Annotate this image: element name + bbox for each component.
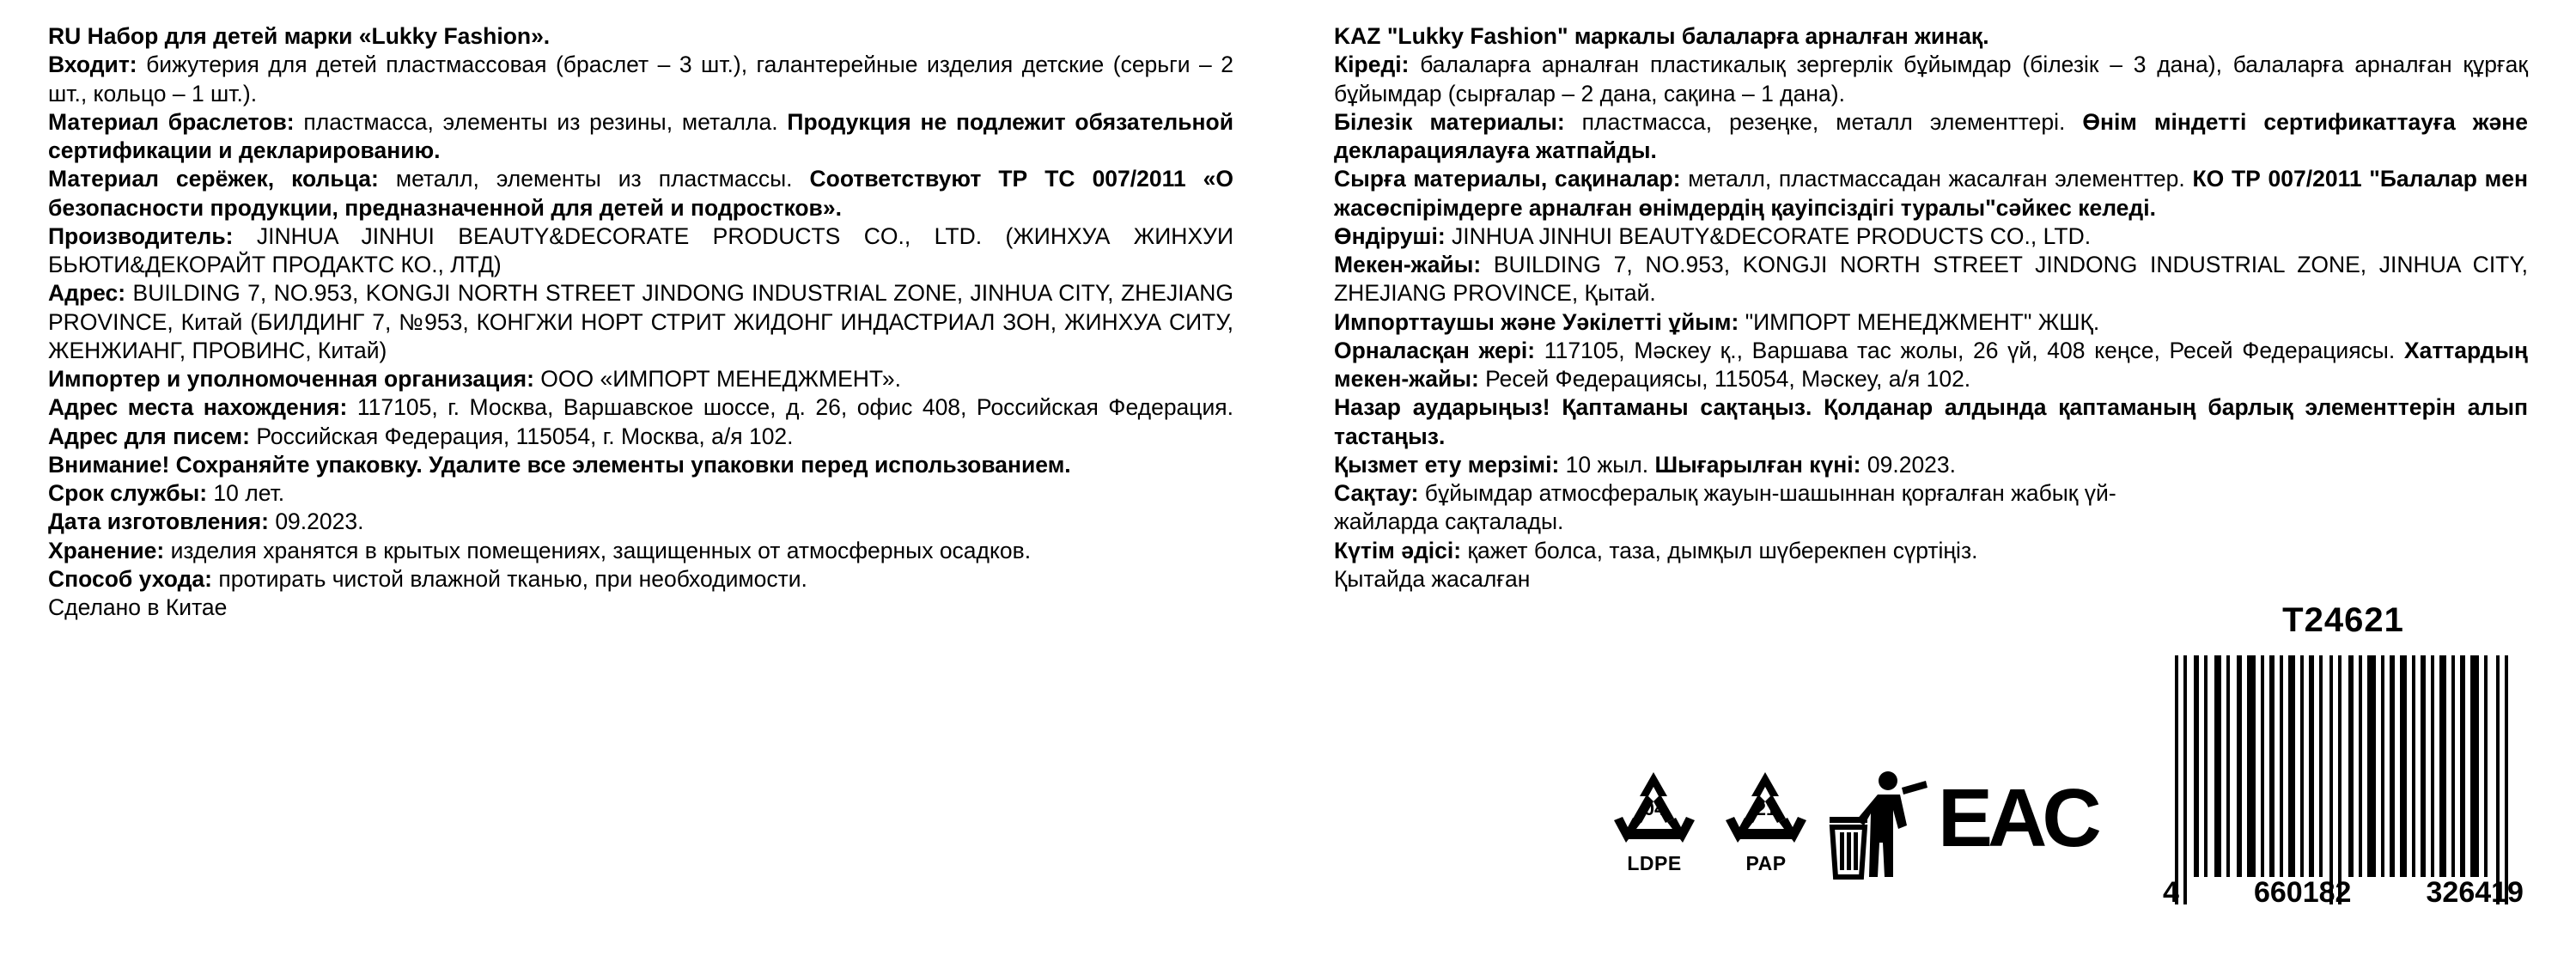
kaz-value-mail-address: Ресей Федерациясы, 115054, Мәскеу, а/я 102. xyxy=(1478,366,1971,392)
kaz-line-importer xyxy=(1334,308,2528,337)
ru-value-location-address: 117105, г. Москва, Варшавское шоссе, д. 26, офис 408, Российская Федерация. xyxy=(347,394,1233,421)
kaz-line-location-address xyxy=(1334,337,2528,394)
ru-value-storage: изделия хранятся в крытых помещениях, защищенных от атмосферных осадков. xyxy=(164,537,1032,563)
ru-line-care xyxy=(48,565,1233,594)
kaz-label-earring-material: Сырға материалы, сақиналар: xyxy=(1334,166,1681,192)
kaz-label-includes: Кіреді: xyxy=(1334,52,1410,78)
russian-text-column xyxy=(48,22,1233,622)
kaz-label-address: Мекен-жайы: xyxy=(1334,252,1482,277)
ru-line-address xyxy=(48,279,1233,365)
kaz-line-earring-material xyxy=(1334,165,2528,222)
barcode-digits xyxy=(2163,876,2524,910)
ru-value-earring-material: металл, элементы из пластмассы. xyxy=(378,166,810,192)
kaz-note-certification: Өнім міндетті сертификаттауға және декларациялауға жатпайды. xyxy=(1334,108,2528,163)
ru-value-manufacturer: JINHUA JINHUI BEAUTY&DECORATE PRODUCTS CO., LTD. (ЖИНХУА ЖИНХУИ БЬЮТИ&ДЕКОРАЙТ ПРОДАКТС КО., ЛТД) xyxy=(48,222,1233,277)
kaz-line-bracelet-material xyxy=(1334,108,2528,166)
ru-label-earring-material: Материал серёжек, кольца: xyxy=(48,166,379,192)
ru-line-warning xyxy=(48,451,1233,479)
ru-language-tag: RU xyxy=(48,23,82,49)
ru-line-storage xyxy=(48,537,1233,565)
kaz-language-tag: KAZ xyxy=(1334,23,1381,49)
kaz-label-storage: Сақтау: xyxy=(1334,480,1419,506)
ru-note-certification: Продукция не подлежит обязательной сертификации и декларированию. xyxy=(48,108,1233,163)
barcode-digit-group-3: 326419 xyxy=(2426,876,2524,909)
ru-line-bracelet-material xyxy=(48,108,1233,166)
ru-value-address: BUILDING 7, NO.953, KONGJI NORTH STREET JINDONG INDUSTRIAL ZONE, JINHUA CITY, ZHEJIANG PROVINCE, Китай (БИЛДИНГ 7, №953, КОНГЖИ НОРТ СТРИТ ЖИДОНГ ИНДАСТРИАЛ ЗОН, ЖИНХУА СИТУ, ЖЕНЖИАНГ, ПРОВИНС, Китай) xyxy=(48,280,1233,363)
recycling-ldpe-label: LDPE xyxy=(1627,852,1682,874)
eac-conformity-mark: EAC xyxy=(1938,772,2097,864)
ru-value-service-life: 10 лет. xyxy=(207,480,285,506)
ru-line-earring-material xyxy=(48,165,1233,222)
kaz-value-storage: бұйымдар атмосфералық жауын-шашыннан қорғалған жабық үй-жайларда сақталады. xyxy=(1334,480,2116,535)
kaz-line-address xyxy=(1334,251,2528,308)
ean13-barcode xyxy=(2163,655,2524,909)
ru-label-storage: Хранение: xyxy=(48,537,165,563)
ru-label-location-address: Адрес места нахождения: xyxy=(48,394,348,421)
recycling-pap-number: 21 xyxy=(1755,798,1777,819)
recycling-pap-mark xyxy=(1714,769,1818,875)
ru-value-manufacture-date: 09.2023. xyxy=(268,508,364,535)
kaz-value-bracelet-material: пластмасса, резеңке, металл элементтері. xyxy=(1564,108,2083,135)
ru-line-importer xyxy=(48,365,1233,393)
kaz-value-importer: "ИМПОРТ МЕНЕДЖМЕНТ" ЖШҚ. xyxy=(1739,308,2100,335)
kaz-label-manufacturer: Өндіруші: xyxy=(1334,222,1446,249)
kaz-value-location-address: 117105, Мәскеу қ., Варшава тас жолы, 26 үй, 408 кеңсе, Ресей Федерациясы. xyxy=(1535,337,2404,363)
kaz-line-storage xyxy=(1334,479,2210,537)
kaz-warning-text: Назар аударыңыз! Қаптаманы сақтаңыз. Қолданар алдында қаптаманың барлық элементтерін алып тастаңыз. xyxy=(1334,394,2528,449)
ru-value-made-in: Сделано в Китае xyxy=(48,594,228,620)
ru-value-bracelet-material: пластмасса, элементы из резины, металла. xyxy=(294,108,788,135)
ru-label-service-life: Срок службы: xyxy=(48,480,208,506)
ru-label-manufacture-date: Дата изготовления: xyxy=(48,508,269,535)
kaz-value-made-in: Қытайда жасалған xyxy=(1334,565,1531,592)
ru-label-importer: Импортер и уполномоченная организация: xyxy=(48,366,534,392)
ru-warning-text: Внимание! Сохраняйте упаковку. Удалите все элементы упаковки перед использованием. xyxy=(48,451,1071,478)
kaz-line-includes xyxy=(1334,51,2528,108)
ru-value-mail-address: Российская Федерация, 115054, г. Москва, а/я 102. xyxy=(249,423,794,449)
kaz-line-made-in xyxy=(1334,565,2528,594)
kaz-label-importer: Импорттаушы және Уәкілетті ұйым: xyxy=(1334,308,1739,335)
ru-label-mail-address: Адрес для писем: xyxy=(48,423,250,449)
kaz-label-bracelet-material: Білезік материалы: xyxy=(1334,108,1565,135)
ru-value-includes: бижутерия для детей пластмассовая (браслет – 3 шт.), галантерейные изделия детские (серьги – 2 шт., кольцо – 1 шт.). xyxy=(48,52,1233,107)
kaz-product-title: "Lukky Fashion" маркалы балаларға арналған жинақ. xyxy=(1386,23,1989,49)
kaz-value-manufacture-date: 09.2023. xyxy=(1860,451,1957,478)
ru-label-bracelet-material: Материал браслетов: xyxy=(48,108,295,135)
kaz-value-earring-material: металл, пластмассадан жасалған элементтер. xyxy=(1680,166,2193,192)
marking-symbols-group xyxy=(1603,769,2097,932)
kaz-value-address: BUILDING 7, NO.953, KONGJI NORTH STREET JINDONG INDUSTRIAL ZONE, JINHUA CITY, ZHEJIANG PROVINCE, Қытай. xyxy=(1334,252,2528,307)
ru-label-care: Способ ухода: xyxy=(48,565,212,592)
kaz-label-location-address: Орналасқан жері: xyxy=(1334,337,1536,363)
barcode-block xyxy=(2163,601,2524,909)
ru-label-address: Адрес: xyxy=(48,280,126,307)
ru-title-line xyxy=(48,22,1233,51)
ru-line-made-in xyxy=(48,594,1233,622)
kaz-note-tr-ts: КО ТР 007/2011 "Балалар мен жасөспірімдерге арналған өнімдердің қауіпсіздігі туралы"сәйкес келеді. xyxy=(1334,166,2528,221)
throw-in-bin-icon xyxy=(1824,769,1927,880)
ru-line-includes xyxy=(48,51,1233,108)
recycling-ldpe-mark xyxy=(1603,769,1706,875)
kaz-title-line xyxy=(1334,22,2528,51)
ru-value-care: протирать чистой влажной тканью, при необходимости. xyxy=(212,565,807,592)
kaz-value-manufacturer: JINHUA JINHUI BEAUTY&DECORATE PRODUCTS CO., LTD. xyxy=(1445,222,2092,249)
ru-line-service-life xyxy=(48,479,1233,508)
recycling-ldpe-number: 04 xyxy=(1643,798,1666,819)
recycling-pap-label: PAP xyxy=(1745,852,1787,874)
article-code-text: T24621 xyxy=(2282,601,2404,639)
ru-line-manufacture-date xyxy=(48,508,1233,536)
kaz-label-manufacture-date: Шығарылған күні: xyxy=(1654,451,1861,478)
kaz-line-warning xyxy=(1334,393,2528,451)
kaz-value-service-life: 10 жыл. xyxy=(1559,451,1655,478)
kaz-line-service-life xyxy=(1334,451,2528,479)
ru-line-location-address xyxy=(48,393,1233,451)
kaz-label-service-life: Қызмет ету мерзімі: xyxy=(1334,451,1560,478)
kaz-label-mail-address: Хаттардың мекен-жайы: xyxy=(1334,337,2528,392)
kaz-value-care: қажет болса, таза, дымқыл шүберекпен сүртіңіз. xyxy=(1461,537,1978,563)
ru-label-manufacturer: Производитель: xyxy=(48,222,234,249)
kazakh-text-column xyxy=(1334,22,2528,594)
barcode-digit-group-1: 4 xyxy=(2163,876,2179,909)
kaz-line-manufacturer xyxy=(1334,222,2528,251)
kaz-value-includes: балаларға арналған пластикалық зергерлік бұйымдар (білезік – 3 дана), балаларға арналған құрғақ бұйымдар (сырғалар – 2 дана, сақина – 1 дана). xyxy=(1334,52,2528,107)
kaz-line-care xyxy=(1334,537,2528,565)
barcode-digit-group-2: 660182 xyxy=(2253,876,2352,909)
ru-note-tr-ts: Соответствуют ТР ТС 007/2011 «О безопасности продукции, предназначенной для детей и подростков». xyxy=(48,166,1233,221)
ru-value-importer: ООО «ИМПОРТ МЕНЕДЖМЕНТ». xyxy=(533,366,902,392)
ru-product-title: Набор для детей марки «Lukky Fashion». xyxy=(87,23,551,49)
ru-line-manufacturer xyxy=(48,222,1233,280)
kaz-label-care: Күтім әдісі: xyxy=(1334,537,1462,563)
ru-label-includes: Входит: xyxy=(48,52,137,78)
